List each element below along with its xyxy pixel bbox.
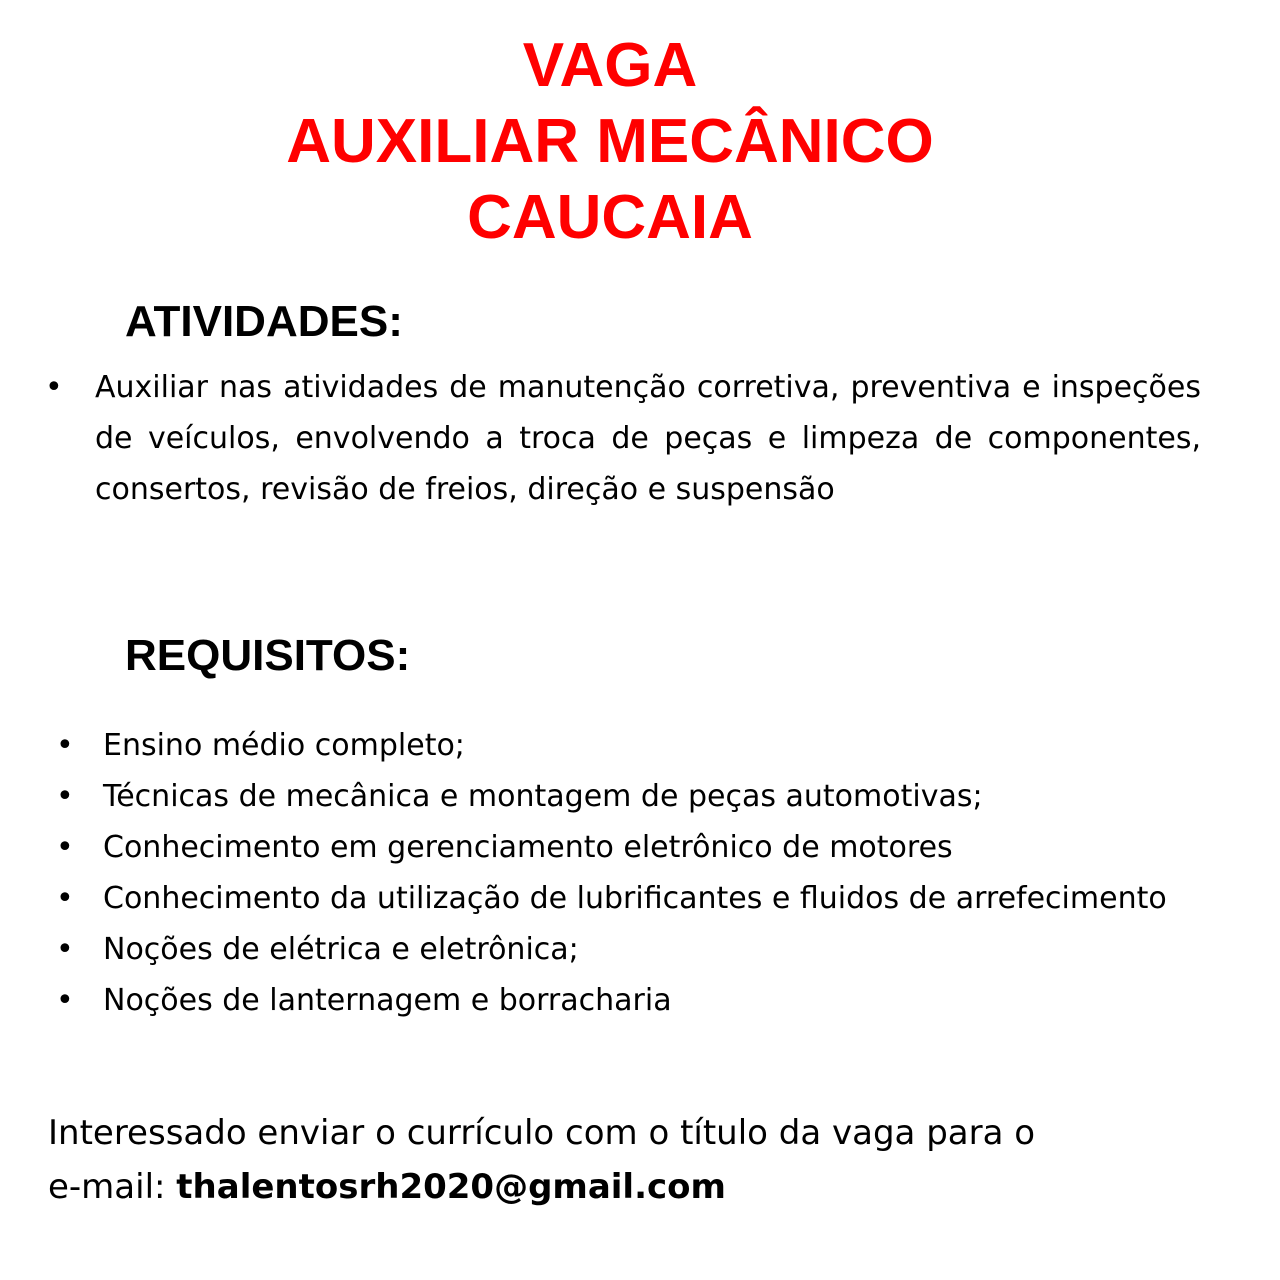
requisitos-item-text: Ensino médio completo; xyxy=(103,728,465,763)
requisitos-item-text: Conhecimento em gerenciamento eletrônico de motores xyxy=(103,830,953,865)
job-title xyxy=(0,28,1220,256)
contact-email-prefix: e-mail: xyxy=(48,1167,177,1207)
requisitos-item xyxy=(50,975,1190,1026)
contact-text-line1: Interessado enviar o currículo com o título da vaga para o xyxy=(48,1113,1036,1153)
requisitos-heading: REQUISITOS: xyxy=(125,631,411,680)
bullet-icon: • xyxy=(56,932,74,967)
bullet-icon: • xyxy=(56,728,74,763)
bullet-icon: • xyxy=(56,881,74,916)
title-line-vaga: VAGA xyxy=(522,31,698,100)
requisitos-item-text: Noções de elétrica e eletrônica; xyxy=(103,932,579,967)
requisitos-item xyxy=(50,771,1190,822)
title-line-city: CAUCAIA xyxy=(467,183,753,252)
title-line-position: AUXILIAR MECÂNICO xyxy=(286,107,934,176)
contact-instructions xyxy=(48,1106,1248,1214)
contact-email[interactable]: thalentosrh2020@gmail.com xyxy=(176,1167,726,1207)
requisitos-list xyxy=(50,720,1190,1026)
requisitos-item xyxy=(50,720,1190,771)
requisitos-item xyxy=(50,822,1190,873)
requisitos-item xyxy=(50,873,1190,924)
atividades-item-text: Auxiliar nas atividades de manutenção corretiva, preventiva e inspeções de veículos, envolvendo a troca de peças e limpeza de componentes, consertos, revisão de freios, direção e suspensão xyxy=(95,370,1201,507)
atividades-heading: ATIVIDADES: xyxy=(125,297,403,346)
bullet-icon: • xyxy=(56,983,74,1018)
requisitos-item-text: Noções de lanternagem e borracharia xyxy=(103,983,672,1018)
bullet-icon: • xyxy=(56,779,74,814)
requisitos-item-text: Técnicas de mecânica e montagem de peças automotivas; xyxy=(103,779,983,814)
bullet-icon: • xyxy=(45,370,63,405)
requisitos-item xyxy=(50,924,1190,975)
bullet-icon: • xyxy=(56,830,74,865)
requisitos-item-text: Conhecimento da utilização de lubrificantes e fluidos de arrefecimento xyxy=(103,881,1167,916)
